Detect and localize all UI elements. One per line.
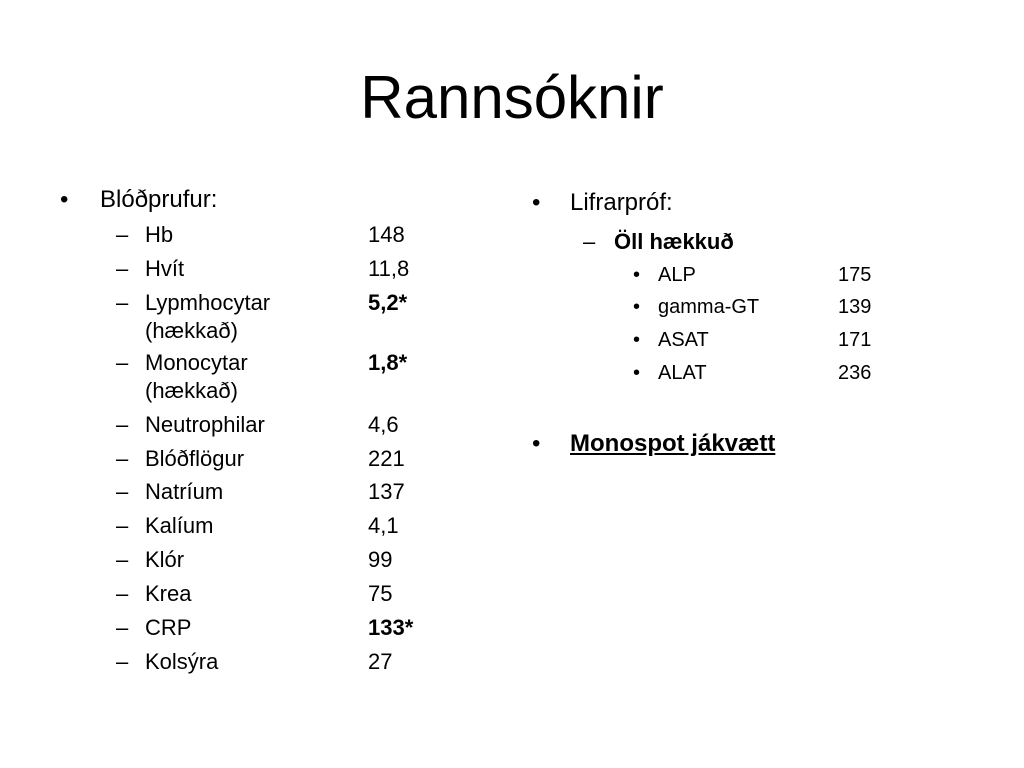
bullet: • xyxy=(532,430,541,457)
dash: – xyxy=(116,222,129,247)
test-name: Neutrophilar xyxy=(145,412,265,437)
section-heading-blood-tests: Blóðprufur: xyxy=(100,186,218,213)
test-name: Kolsýra xyxy=(145,649,219,674)
dash: – xyxy=(116,412,129,437)
test-value: 75 xyxy=(368,581,393,606)
bullet: • xyxy=(532,189,541,216)
test-name: ALP xyxy=(658,264,696,286)
test-value: 11,8 xyxy=(368,256,410,281)
test-name: Hb xyxy=(145,222,174,247)
bullet: • xyxy=(633,296,641,318)
test-name: Monocytar xyxy=(145,350,248,375)
dash: – xyxy=(116,649,129,674)
slide-title: Rannsóknir xyxy=(360,64,664,131)
test-value: 236 xyxy=(838,362,872,384)
bullet: • xyxy=(633,329,641,351)
test-value: 175 xyxy=(838,264,872,286)
test-value: 137 xyxy=(368,479,405,504)
test-note: (hækkað) xyxy=(145,378,238,403)
test-value: 221 xyxy=(368,446,405,471)
bullet: • xyxy=(633,362,641,384)
subheading-all-elevated: Öll hækkuð xyxy=(614,229,734,254)
bullet: • xyxy=(60,186,69,213)
test-name: Kalíum xyxy=(145,513,214,538)
test-value: 171 xyxy=(838,329,872,351)
bullet: • xyxy=(633,264,641,286)
dash: – xyxy=(116,290,129,315)
test-name: Klór xyxy=(145,547,185,572)
dash: – xyxy=(116,547,129,572)
test-name: Natríum xyxy=(145,479,224,504)
test-value-flagged: 133* xyxy=(368,615,414,640)
test-name: gamma-GT xyxy=(658,296,760,318)
test-value: 4,6 xyxy=(368,412,399,437)
dash: – xyxy=(116,446,129,471)
test-value-flagged: 5,2* xyxy=(368,290,408,315)
test-note: (hækkað) xyxy=(145,318,238,343)
test-value-flagged: 1,8* xyxy=(368,350,408,375)
test-value: 148 xyxy=(368,222,405,247)
dash: – xyxy=(116,615,129,640)
test-name: ALAT xyxy=(658,362,707,384)
section-heading-liver-tests: Lifrarpróf: xyxy=(570,189,673,216)
test-value: 4,1 xyxy=(368,513,399,538)
dash: – xyxy=(583,229,596,254)
test-name: ASAT xyxy=(658,329,709,351)
dash: – xyxy=(116,479,129,504)
dash: – xyxy=(116,350,129,375)
monospot-result: Monospot jákvætt xyxy=(570,430,776,457)
test-name: CRP xyxy=(145,615,192,640)
test-name: Hvít xyxy=(145,256,185,281)
dash: – xyxy=(116,513,129,538)
test-value: 139 xyxy=(838,296,872,318)
test-value: 27 xyxy=(368,649,393,674)
test-value: 99 xyxy=(368,547,393,572)
dash: – xyxy=(116,256,129,281)
test-name: Blóðflögur xyxy=(145,446,245,471)
test-name: Lypmhocytar xyxy=(145,290,271,315)
dash: – xyxy=(116,581,129,606)
test-name: Krea xyxy=(145,581,192,606)
